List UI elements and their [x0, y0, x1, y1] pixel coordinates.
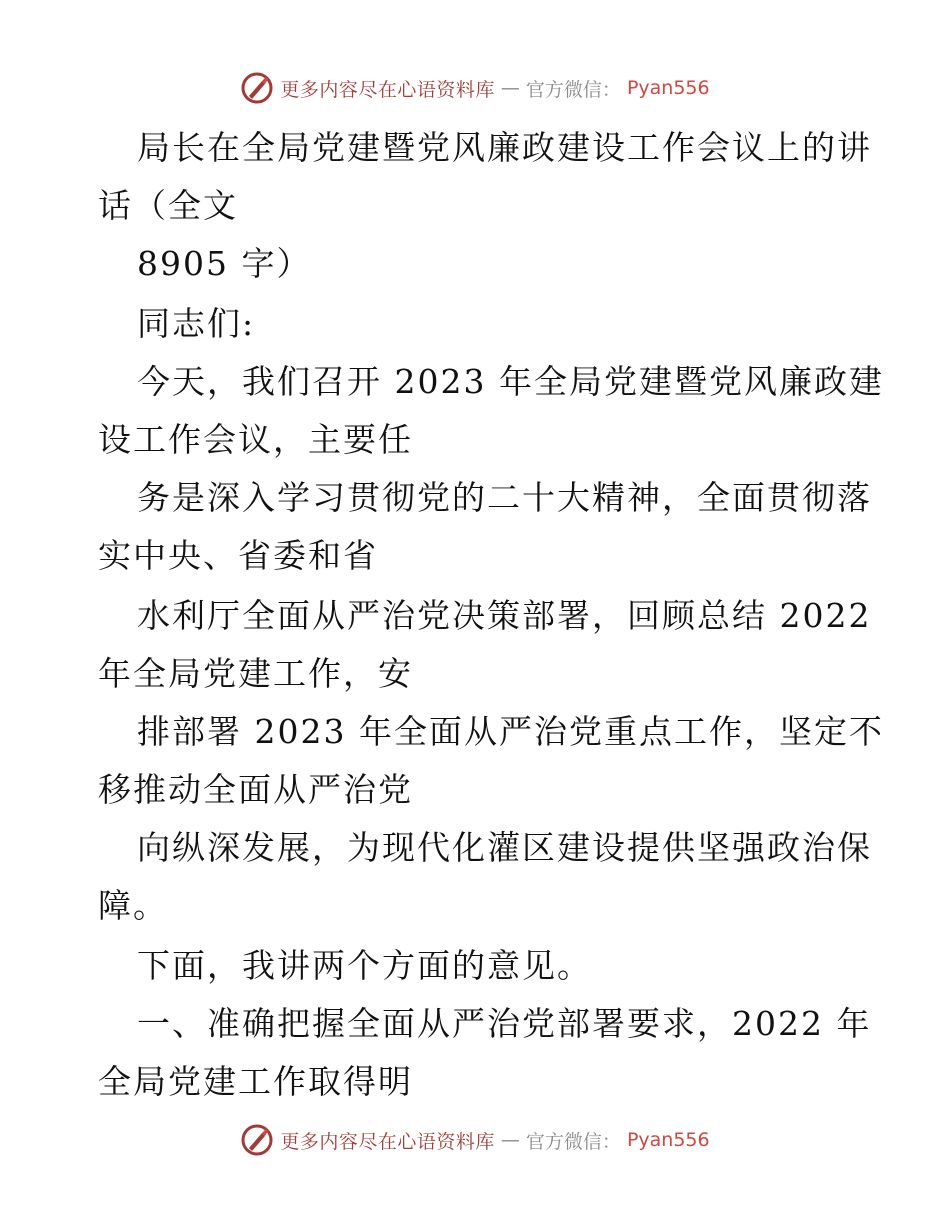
paragraph-line: 年全局党建工作，安 [98, 654, 413, 693]
paragraph-line: 障。 [98, 886, 168, 925]
footer-watermark [0, 1120, 950, 1160]
pen-circle-logo-icon [240, 1123, 274, 1157]
title-line-2: 话（全文 [98, 186, 238, 225]
title-line-1: 局长在全局党建暨党风廉政建设工作会议上的讲 [137, 128, 872, 167]
paragraph-line: 向纵深发展，为现代化灌区建设提供坚强政治保 [137, 828, 872, 867]
paragraph-line: 下面，我讲两个方面的意见。 [137, 946, 592, 985]
header-watermark [0, 68, 950, 108]
wechat-id: Pyan556 [626, 1129, 710, 1151]
paragraph-line: 设工作会议，主要任 [98, 420, 413, 459]
section-heading-line-2: 全局党建工作取得明 [98, 1062, 413, 1101]
watermark-separator: — [500, 1129, 520, 1151]
wechat-id: Pyan556 [626, 77, 710, 99]
pen-circle-logo-icon [240, 71, 274, 105]
wechat-label: 官方微信： [525, 1130, 621, 1153]
wechat-label: 官方微信： [525, 78, 621, 101]
watermark-text: 更多内容尽在心语资料库 [280, 78, 495, 101]
paragraph-line: 实中央、省委和省 [98, 536, 378, 575]
title-line-3: 8905 字） [137, 244, 312, 283]
section-heading-line-1: 一、准确把握全面从严治党部署要求，2022 年 [137, 1004, 872, 1043]
watermark-text: 更多内容尽在心语资料库 [280, 1130, 495, 1153]
paragraph-line: 移推动全面从严治党 [98, 770, 413, 809]
paragraph-line: 今天，我们召开 2023 年全局党建暨党风廉政建 [137, 362, 884, 401]
salutation: 同志们: [137, 304, 256, 343]
watermark-separator: — [500, 77, 520, 99]
paragraph-line: 水利厅全面从严治党决策部署，回顾总结 2022 [137, 596, 872, 635]
paragraph-line: 排部署 2023 年全面从严治党重点工作，坚定不 [137, 712, 884, 751]
paragraph-line: 务是深入学习贯彻党的二十大精神，全面贯彻落 [137, 478, 872, 517]
